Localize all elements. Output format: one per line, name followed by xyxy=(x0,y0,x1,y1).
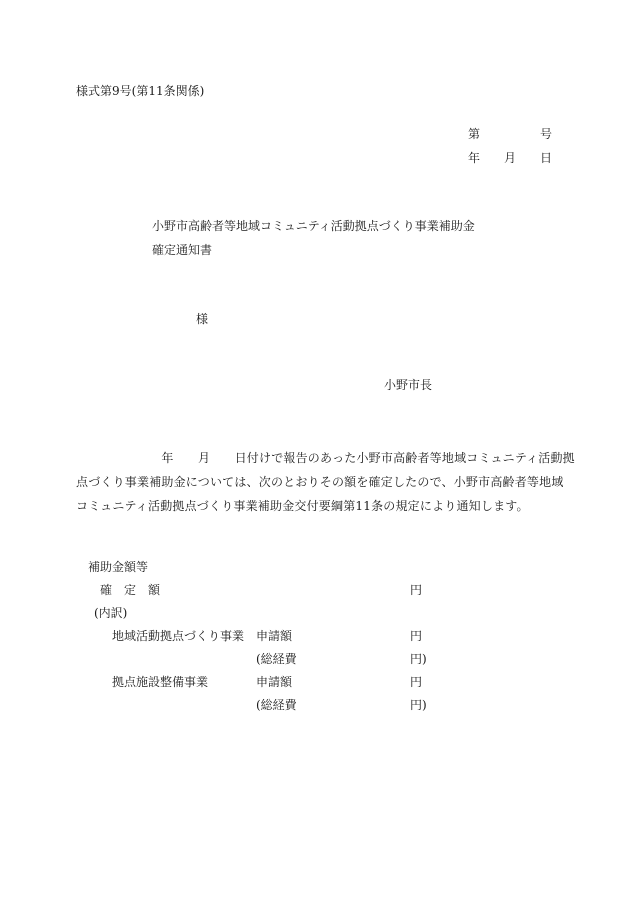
body-line-3: コミュニティ活動拠点づくり事業補助金交付要綱第11条の規定により通知します。 xyxy=(76,499,529,513)
title-line-1: 小野市高齢者等地域コミュニティ活動拠点づくり事業補助金 xyxy=(152,219,475,233)
body-paragraph xyxy=(76,446,575,518)
form-number-label: 様式第9号(第11条関係) xyxy=(76,84,205,98)
document-number-prefix: 第 xyxy=(468,127,481,141)
body-line-2: 点づくり事業補助金については、次のとおりその額を確定したので、小野市高齢者等地域 xyxy=(76,475,564,489)
item-2-total-unit: 円) xyxy=(410,698,427,712)
item-1-applied-label: 申請額 xyxy=(256,629,293,643)
addressee-suffix: 様 xyxy=(196,312,209,326)
date-day: 日 xyxy=(540,151,553,165)
confirmed-amount-unit: 円 xyxy=(410,583,423,597)
document-number-suffix: 号 xyxy=(540,127,553,141)
body-line-1: 年 月 日付けで報告のあった小野市高齢者等地域コミュニティ活動拠 xyxy=(76,451,575,465)
date-month: 月 xyxy=(504,151,517,165)
item-2-total-label: (総経費 xyxy=(256,698,297,712)
item-2-applied-label: 申請額 xyxy=(256,675,293,689)
item-1-total-unit: 円) xyxy=(410,652,427,666)
item-2-name: 拠点施設整備事業 xyxy=(112,675,209,689)
item-1-total-label: (総経費 xyxy=(256,652,297,666)
breakdown-label: (内訳) xyxy=(94,606,128,620)
date-year: 年 xyxy=(468,151,481,165)
confirmed-amount-label: 確 定 額 xyxy=(100,583,161,597)
item-1-name: 地域活動拠点づくり事業 xyxy=(112,629,245,643)
amounts-heading: 補助金額等 xyxy=(88,560,149,574)
item-1-applied-unit: 円 xyxy=(410,629,423,643)
item-2-applied-unit: 円 xyxy=(410,675,423,689)
title-line-2: 確定通知書 xyxy=(152,243,213,257)
issuer-name: 小野市長 xyxy=(384,378,433,392)
